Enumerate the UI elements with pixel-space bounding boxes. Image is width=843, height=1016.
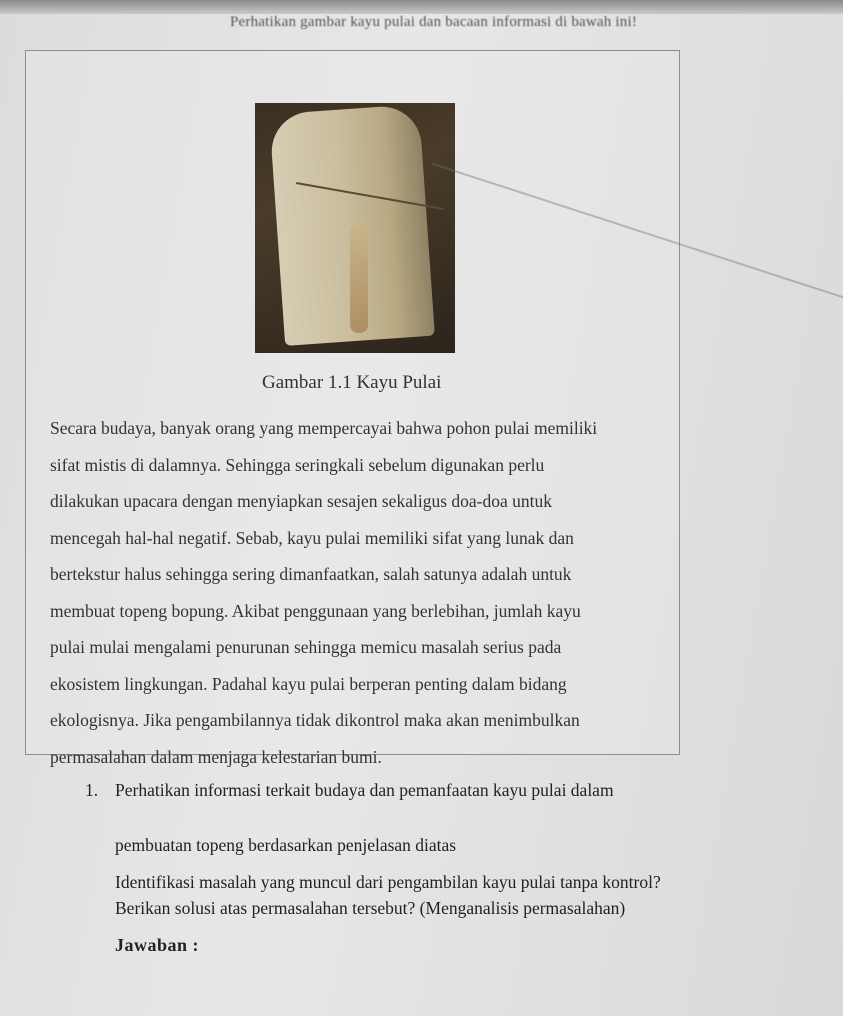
paragraph-line: membuat topeng bopung. Akibat penggunaan yang berlebihan, jumlah kayu <box>50 600 581 621</box>
answer-label: Jawaban : <box>115 935 200 955</box>
paragraph-line: dilakukan upacara dengan menyiapkan sesajen sekaligus doa-doa untuk <box>50 491 552 511</box>
question-number: 1. <box>85 780 99 800</box>
figure-caption: Gambar 1.1 Kayu Pulai <box>262 372 442 393</box>
paragraph-line: Secara budaya, banyak orang yang mempercayai bahwa pohon pulai memiliki <box>50 418 598 438</box>
question-line: pembuatan topeng berdasarkan penjelasan diatas <box>115 835 457 855</box>
paragraph-line: mencegah hal-hal negatif. Sebab, kayu pulai memiliki sifat yang lunak dan <box>50 527 574 548</box>
instruction-header: Perhatikan gambar kayu pulai dan bacaan informasi di bawah ini! <box>230 14 638 30</box>
wood-photo <box>255 103 455 353</box>
reading-paragraph <box>50 410 670 775</box>
question-line: Perhatikan informasi terkait budaya dan pemanfaatan kayu pulai dalam <box>115 780 614 800</box>
paragraph-line: ekologisnya. Jika pengambilannya tidak dikontrol maka akan menimbulkan <box>50 710 580 730</box>
paragraph-line: pulai mulai mengalami penurunan sehingga memicu masalah serius pada <box>50 637 562 657</box>
top-shadow <box>0 0 843 14</box>
paragraph-line: ekosistem lingkungan. Padahal kayu pulai berperan penting dalam bidang <box>50 673 567 694</box>
wood-streak <box>350 223 368 333</box>
question-line: Identifikasi masalah yang muncul dari pengambilan kayu pulai tanpa kontrol? <box>115 872 661 892</box>
paragraph-line: bertekstur halus sehingga sering dimanfaatkan, salah satunya adalah untuk <box>50 564 572 584</box>
paragraph-line: sifat mistis di dalamnya. Sehingga seringkali sebelum digunakan perlu <box>50 454 545 475</box>
paragraph-line: permasalahan dalam menjaga kelestarian bumi. <box>50 746 382 767</box>
question-line: Berikan solusi atas permasalahan tersebut? (Menganalisis permasalahan) <box>115 898 626 918</box>
